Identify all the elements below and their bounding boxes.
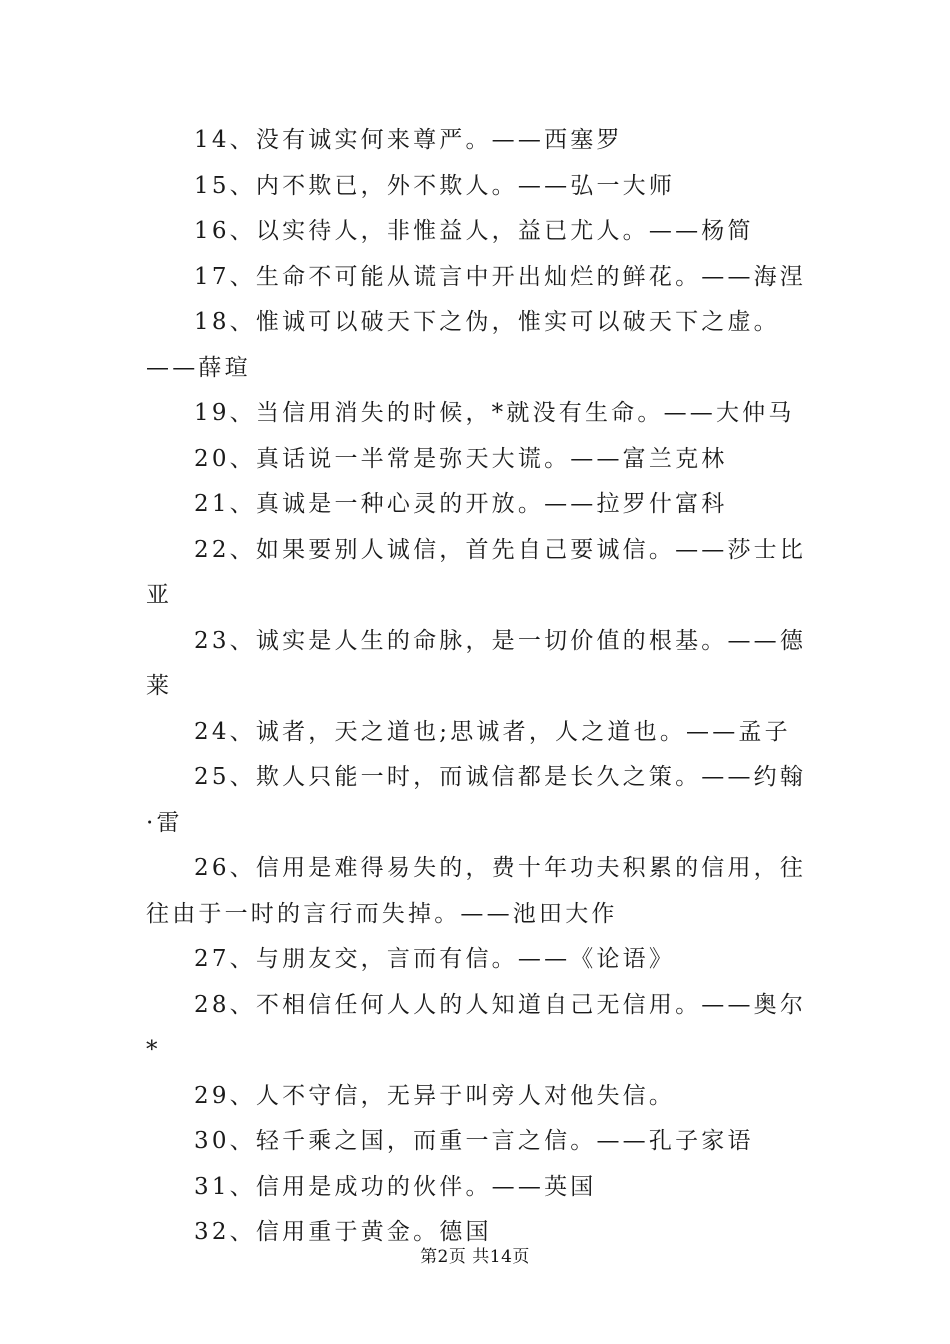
quote-item: 20、真话说一半常是弥天大谎。——富兰克林 xyxy=(194,445,728,472)
quote-item: 32、信用重于黄金。德国 xyxy=(194,1219,492,1245)
page-footer: 第2页 共14页 xyxy=(420,1247,530,1267)
quote-list xyxy=(146,118,810,1256)
quote-item: 25、欺人只能一时，而诚信都是长久之策。——约翰·雷 xyxy=(146,764,807,836)
quote-item: 15、内不欺已，外不欺人。——弘一大师 xyxy=(194,172,676,199)
quote-item: 21、真诚是一种心灵的开放。——拉罗什富科 xyxy=(194,491,728,517)
quote-item: 18、惟诚可以破天下之伪，惟实可以破天下之虚。——薛瑄 xyxy=(146,309,780,381)
quote-item: 30、轻千乘之国，而重一言之信。——孔子家语 xyxy=(194,1128,754,1154)
quote-item: 24、诚者，天之道也;思诚者，人之道也。——孟子 xyxy=(194,718,791,745)
quote-item: 14、没有诚实何来尊严。——西塞罗 xyxy=(194,127,623,153)
quote-item: 27、与朋友交，言而有信。——《论语》 xyxy=(194,946,676,972)
quote-item: 28、不相信任何人人的人知道自己无信用。——奥尔* xyxy=(146,991,807,1063)
quote-item: 17、生命不可能从谎言中开出灿烂的鲜花。——海涅 xyxy=(194,263,807,290)
quote-item: 26、信用是难得易失的，费十年功夫积累的信用，往往由于一时的言行而失掉。——池田大作 xyxy=(146,855,807,927)
quote-item: 22、如果要别人诚信，首先自己要诚信。——莎士比亚 xyxy=(146,536,807,608)
quote-item: 19、当信用消失的时候，*就没有生命。——大仲马 xyxy=(194,400,795,426)
quote-item: 16、以实待人，非惟益人，益已尤人。——杨简 xyxy=(194,218,754,244)
quote-item: 23、诚实是人生的命脉，是一切价值的根基。——德莱 xyxy=(146,627,807,699)
quote-item: 29、人不守信，无异于叫旁人对他失信。 xyxy=(194,1082,676,1109)
quote-item: 31、信用是成功的伙伴。——英国 xyxy=(194,1173,597,1200)
